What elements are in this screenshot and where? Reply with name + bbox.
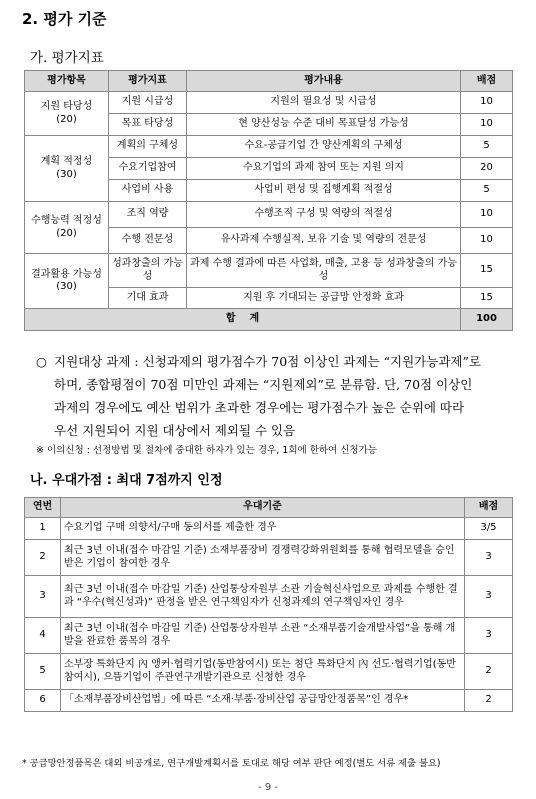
- table-header: 평가항목: [25, 71, 109, 92]
- indicator-cell: 성과창출의 가능성: [109, 254, 187, 288]
- score-cell: 10: [461, 114, 513, 136]
- score-cell: 5: [461, 180, 513, 202]
- criteria-cell: 최근 3년 이내(접수 마감일 기준) 산업통상자원부 소관 기술혁신사업으로 과제를 수행한 결과 “우수(혁신성과)” 판정을 받은 연구책임자가 신청과제의 연구책임자인 경우: [61, 576, 465, 618]
- row-number: 5: [25, 654, 61, 690]
- score-cell: 3: [465, 576, 513, 618]
- item-cell: 지원 타당성 (20): [25, 92, 109, 136]
- content-cell: 수요기업의 과제 참여 또는 지원 의지: [187, 158, 461, 180]
- total-score: 100: [461, 309, 513, 331]
- item-cell: 결과활용 가능성 (30): [25, 254, 109, 309]
- paragraph-line: 하며, 종합평점이 70점 미만인 과제는 “지원제외”로 분류함. 단, 70점 이상인: [54, 377, 473, 392]
- evaluation-criteria-table: [24, 70, 513, 331]
- table-row: [25, 654, 513, 690]
- criteria-cell: 최근 3년 이내(접수 마감일 기준) 산업통상자원부 소관 “소재부품기술개발사업”을 통해 개발을 완료한 품목의 경우: [61, 618, 465, 654]
- table-header: 배점: [465, 498, 513, 518]
- table-row: [25, 540, 513, 576]
- row-number: 6: [25, 690, 61, 712]
- table-header: 우대기준: [61, 498, 465, 518]
- table-row: [25, 518, 513, 540]
- table-row: [25, 92, 513, 114]
- table-header: 배점: [461, 71, 513, 92]
- paragraph-line: 지원대상 과제 : 신청과제의 평가점수가 70점 이상인 과제는 “지원가능과제”로: [54, 354, 481, 369]
- score-cell: 5: [461, 136, 513, 158]
- table-header: 평가지표: [109, 71, 187, 92]
- item-cell: 수행능력 적정성 (20): [25, 202, 109, 254]
- total-label: 합 계: [25, 309, 461, 331]
- score-cell: 15: [461, 254, 513, 288]
- objection-note: ※ 이의신청 : 선정방법 및 절차에 중대한 하자가 있는 경우, 1회에 한하여 신청가능: [36, 445, 377, 456]
- table-row: [25, 618, 513, 654]
- score-cell: 10: [461, 228, 513, 254]
- score-cell: 10: [461, 202, 513, 228]
- table-row: [25, 254, 513, 288]
- eligibility-paragraph: [36, 350, 516, 442]
- row-number: 2: [25, 540, 61, 576]
- content-cell: 현 양산성능 수준 대비 목표달성 가능성: [187, 114, 461, 136]
- table-header: 연번: [25, 498, 61, 518]
- bonus-points-table: [24, 497, 513, 712]
- subsection-b-title: 나. 우대가점 : 최대 7점까지 인정: [30, 473, 223, 488]
- row-number: 1: [25, 518, 61, 540]
- criteria-cell: 최근 3년 이내(접수 마감일 기준) 소재부품장비 경쟁력강화위원회를 통해 협력모델을 승인받은 기업이 참여한 경우: [61, 540, 465, 576]
- indicator-cell: 계획의 구체성: [109, 136, 187, 158]
- content-cell: 지원의 필요성 및 시급성: [187, 92, 461, 114]
- score-cell: 15: [461, 288, 513, 309]
- criteria-cell: 「소재부품장비산업법」에 따른 “소재·부품·장비산업 공급망안정품목”인 경우*: [61, 690, 465, 712]
- content-cell: 지원 후 기대되는 공급망 안정화 효과: [187, 288, 461, 309]
- score-cell: 20: [461, 158, 513, 180]
- paragraph-line: 과제의 경우에도 예산 범위가 초과한 경우에는 평가점수가 높은 순위에 따라: [54, 400, 465, 415]
- subsection-a-title: 가. 평가지표: [30, 50, 104, 66]
- table-row: [25, 576, 513, 618]
- table-row: [25, 136, 513, 158]
- indicator-cell: 목표 타당성: [109, 114, 187, 136]
- score-cell: 3: [465, 540, 513, 576]
- row-number: 3: [25, 576, 61, 618]
- indicator-cell: 사업비 사용: [109, 180, 187, 202]
- score-cell: 3/5: [465, 518, 513, 540]
- page-number: - 9 -: [258, 782, 278, 793]
- criteria-cell: 소부장 특화단지 內 앵커·협력기업(동반참여시) 또는 첨단 특화단지 內 선도·협력기업(동반참여시), 으뜸기업이 주관연구개발기관으로 신청한 경우: [61, 654, 465, 690]
- score-cell: 2: [465, 690, 513, 712]
- score-cell: 10: [461, 92, 513, 114]
- indicator-cell: 수행 전문성: [109, 228, 187, 254]
- criteria-cell: 수요기업 구매 의향서/구매 동의서를 제출한 경우: [61, 518, 465, 540]
- indicator-cell: 기대 효과: [109, 288, 187, 309]
- score-cell: 3: [465, 618, 513, 654]
- table-row: [25, 202, 513, 228]
- section-title: 2. 평가 기준: [22, 10, 107, 28]
- paragraph-line: 우선 지원되어 지원 대상에서 제외될 수 있음: [54, 423, 296, 438]
- indicator-cell: 조직 역량: [109, 202, 187, 228]
- indicator-cell: 수요기업참여: [109, 158, 187, 180]
- footnote: * 공급망안정품목은 대외 비공개로, 연구개발계획서를 토대로 해당 여부 판단 예정(별도 서류 제출 불요): [22, 758, 441, 769]
- item-cell: 계획 적정성 (30): [25, 136, 109, 202]
- bullet-marker: ○: [36, 354, 47, 369]
- content-cell: 과제 수행 결과에 따른 사업화, 매출, 고용 등 성과창출의 가능성: [187, 254, 461, 288]
- content-cell: 유사과제 수행실적, 보유 기술 및 역량의 전문성: [187, 228, 461, 254]
- table-row: [25, 690, 513, 712]
- total-row: [25, 309, 513, 331]
- content-cell: 사업비 편성 및 집행계획 적절성: [187, 180, 461, 202]
- score-cell: 2: [465, 654, 513, 690]
- table-header: 평가내용: [187, 71, 461, 92]
- indicator-cell: 지원 시급성: [109, 92, 187, 114]
- content-cell: 수요-공급기업 간 양산계획의 구체성: [187, 136, 461, 158]
- row-number: 4: [25, 618, 61, 654]
- content-cell: 수행조직 구성 및 역량의 적절성: [187, 202, 461, 228]
